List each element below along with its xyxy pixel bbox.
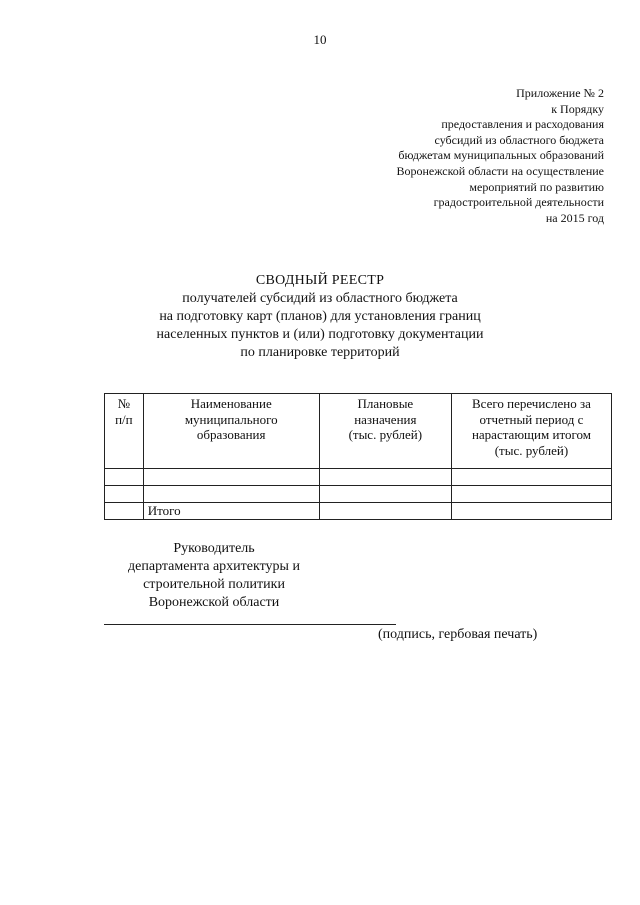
appendix-note (304, 86, 604, 226)
table-cell (319, 486, 451, 503)
header-text: (тыс. рублей) (494, 442, 569, 458)
signer-block (104, 540, 324, 612)
appendix-line: мероприятий по развитию (469, 179, 604, 194)
appendix-line: Приложение № 2 (516, 86, 604, 100)
signature-caption: (подпись, гербовая печать) (378, 627, 538, 642)
header-text: Всего перечислено за (471, 396, 591, 411)
header-text: назначения (354, 411, 417, 427)
document-title (0, 272, 640, 362)
signer-line: Воронежской области (148, 595, 280, 610)
appendix-line: Воронежской области на осуществление (396, 163, 604, 178)
header-municipality (143, 394, 319, 469)
title-subline: получателей субсидий из областного бюджета (182, 291, 458, 306)
appendix-line: предоставления и расходования (441, 117, 604, 132)
appendix-line: к Порядку (551, 101, 604, 116)
table-cell (143, 469, 319, 486)
table-row (105, 486, 612, 503)
register-table (104, 393, 612, 520)
header-text: № (117, 396, 131, 411)
title-main: СВОДНЫЙ РЕЕСТР (255, 273, 385, 288)
table-cell (451, 503, 611, 520)
signer-line: Руководитель (173, 541, 255, 556)
header-text: п/п (115, 411, 133, 427)
header-text: образования (196, 427, 266, 442)
header-text: отчетный период с (479, 411, 584, 427)
header-text: Плановые (357, 396, 414, 411)
signer-line: строительной политики (143, 577, 285, 592)
table-total-row (105, 503, 612, 520)
title-subline: населенных пунктов и (или) подготовку документации (156, 327, 484, 342)
appendix-line: субсидий из областного бюджета (434, 132, 604, 147)
table-cell (319, 503, 451, 520)
signature-line (104, 624, 396, 625)
header-text: нарастающим итогом (471, 427, 591, 442)
total-label: Итого (143, 503, 319, 520)
table-cell (105, 469, 144, 486)
header-text: (тыс. рублей) (348, 427, 423, 442)
page-number: 10 (313, 32, 327, 47)
header-text: Наименование (190, 396, 272, 411)
table-cell (319, 469, 451, 486)
title-subline: по планировке территорий (240, 345, 400, 360)
table-cell (451, 486, 611, 503)
appendix-line: на 2015 год (545, 210, 604, 225)
header-number (105, 394, 144, 469)
header-planned (319, 394, 451, 469)
table-header-row (105, 394, 612, 469)
table-row (105, 469, 612, 486)
appendix-line: градостроительной деятельности (433, 195, 604, 210)
title-subline: на подготовку карт (планов) для установления границ (159, 309, 481, 324)
header-text: муниципального (184, 411, 278, 427)
table-cell (143, 486, 319, 503)
appendix-line: бюджетам муниципальных образований (398, 148, 604, 163)
header-transferred (451, 394, 611, 469)
table-cell (451, 469, 611, 486)
signer-line: департамента архитектуры и (128, 559, 300, 574)
table-cell (105, 503, 144, 520)
table-cell (105, 486, 144, 503)
